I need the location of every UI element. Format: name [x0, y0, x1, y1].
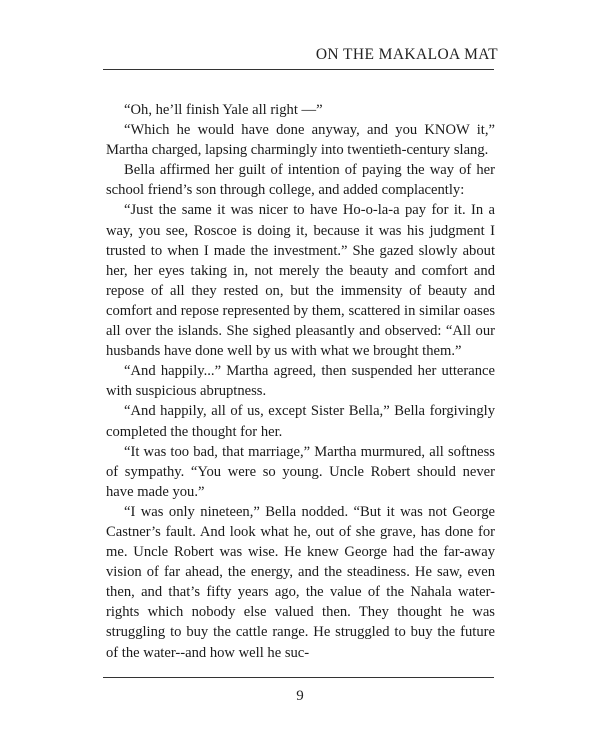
footer-rule [103, 677, 494, 678]
header-rule [103, 69, 494, 70]
paragraph-2: “Which he would have done anyway, and you KNOW it,” Martha charged, lapsing charmingly into twentieth-century slang. [106, 122, 495, 159]
paragraph-8: “I was only nineteen,” Bella nodded. “But it was not George Castner’s fault. And look what he, out of she grave, has done for me. Uncle Robert was wise. He knew George had the far-away vision of far ahead, the energy, and the steadiness. He saw, even then, and that’s fifty years ago, the value of the Nahala water-rights which nobody else valued then. They thought he was struggling to buy the cattle range. He struggled to buy the future of the water--and how well he suc- [106, 503, 495, 661]
paragraph-7: “It was too bad, that marriage,” Martha murmured, all softness of sympathy. “You were so young. Uncle Robert should never have made you.” [106, 443, 495, 500]
body-text [106, 100, 495, 663]
page-number: 9 [296, 688, 304, 704]
paragraph-5: “And happily...” Martha agreed, then suspended her utterance with suspicious abruptness. [106, 363, 495, 400]
paragraph-6: “And happily, all of us, except Sister Bella,” Bella forgivingly completed the thought for her. [106, 403, 495, 440]
running-head: ON THE MAKALOA MAT [315, 46, 498, 63]
paragraph-1: “Oh, he’ll finish Yale all right —” [124, 102, 323, 118]
paragraph-3: Bella affirmed her guilt of intention of paying the way of her school friend’s son through college, and added complacently: [106, 162, 495, 199]
paragraph-4: “Just the same it was nicer to have Ho-o-la-a pay for it. In a way, you see, Roscoe is doing it, because it was his judgment I trusted to when I made the investment.” She gazed slowly about her, her eyes taking in, not merely the beauty and comfort and repose of all they rested on, but the immensity of beauty and comfort and repose represented by them, scattered in similar oases all over the islands. She sighed pleasantly and observed: “All our husbands have done well by us with what we brought them.” [106, 202, 495, 360]
